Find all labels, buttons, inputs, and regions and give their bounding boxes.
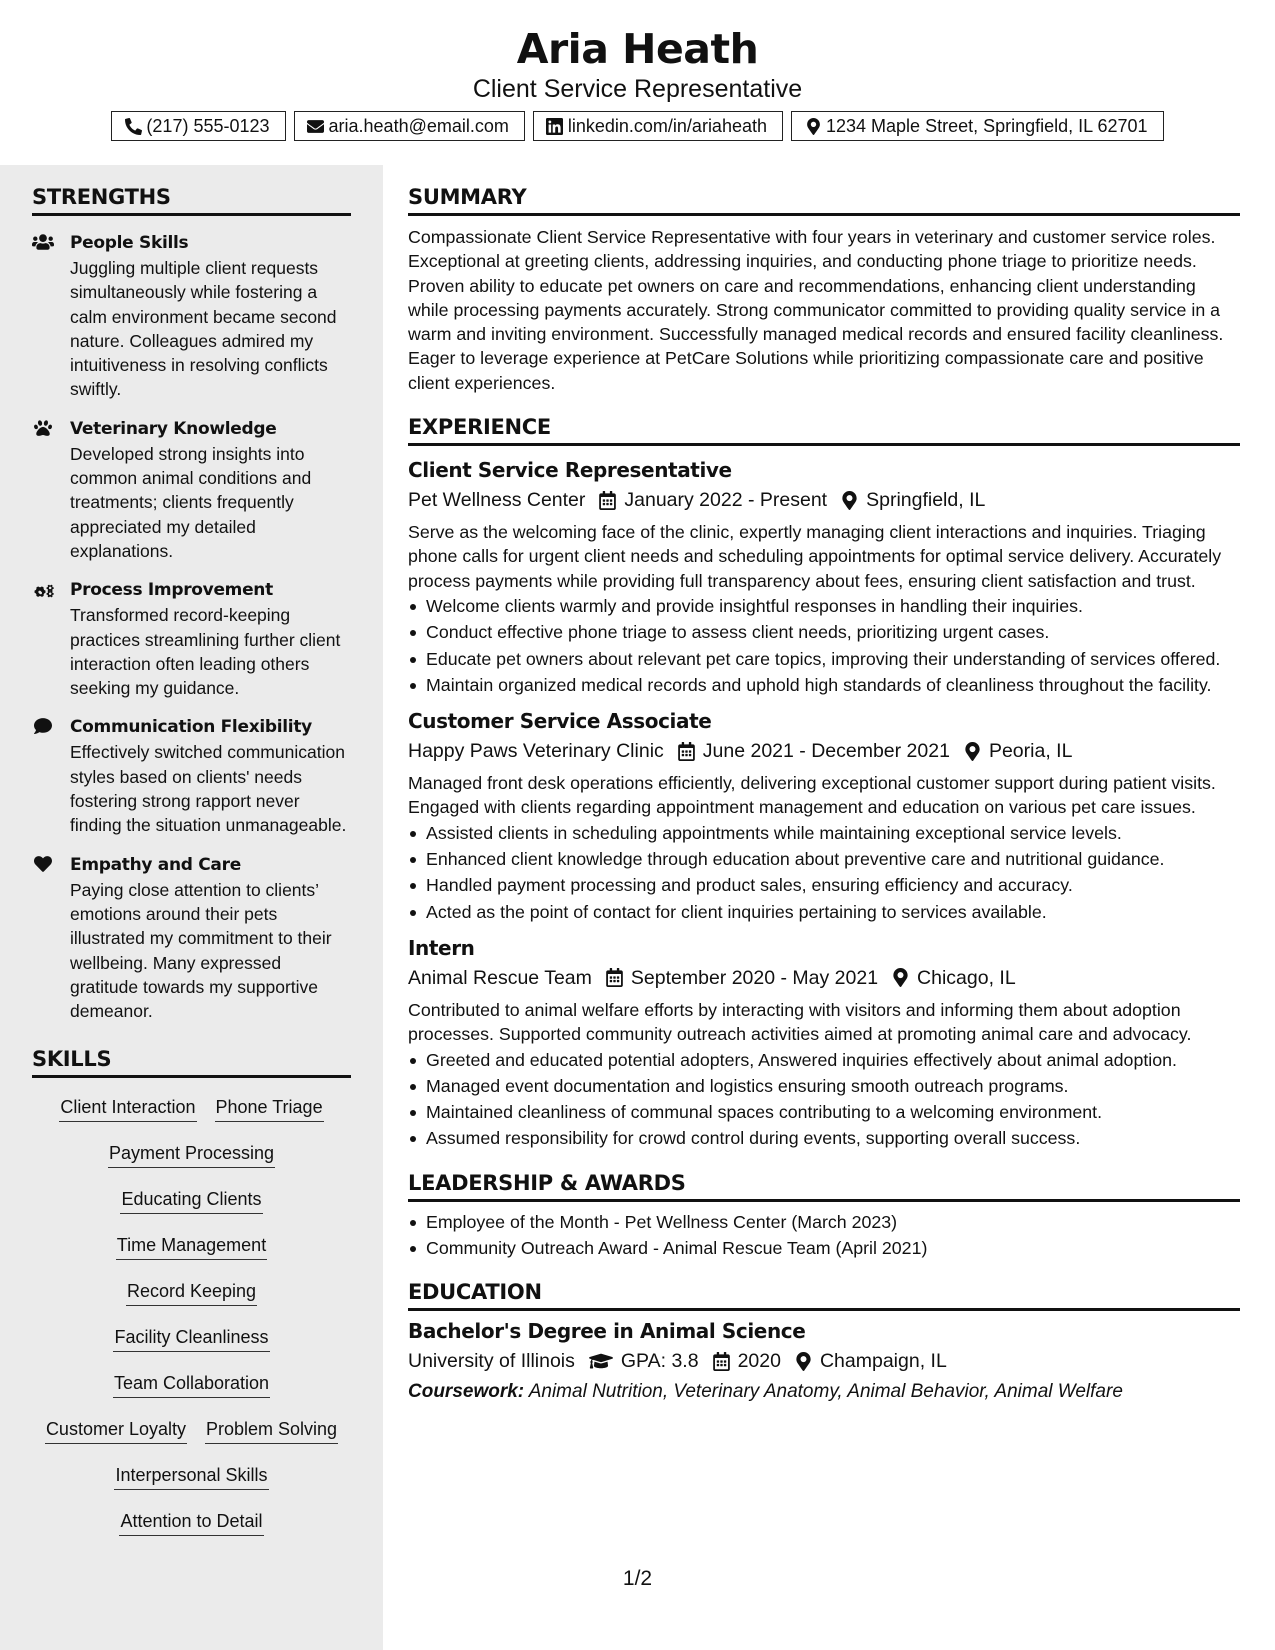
- list-item: Acted as the point of contact for client inquiries pertaining to services available.: [408, 900, 1240, 924]
- experience-heading: EXPERIENCE: [408, 413, 1240, 446]
- job-dates: January 2022 - Present: [624, 489, 828, 512]
- list-item: Maintained cleanliness of communal spaces contributing to a welcoming environment.: [408, 1100, 1240, 1124]
- job-entry: [408, 456, 1240, 697]
- skill-tag: Educating Clients: [120, 1186, 262, 1214]
- map-marker-icon: [841, 491, 858, 510]
- list-item: Greeted and educated potential adopters, Answered inquiries effectively about animal adoption.: [408, 1048, 1240, 1072]
- skills-heading: SKILLS: [32, 1045, 351, 1078]
- job-title: Customer Service Associate: [408, 709, 712, 734]
- skill-tag: Problem Solving: [205, 1416, 338, 1444]
- job-meta: [408, 963, 1240, 993]
- graduation-cap-icon: [589, 1352, 613, 1371]
- job-title: Client Service Representative: [408, 458, 732, 483]
- job-entry: [408, 707, 1240, 924]
- coursework-label: Coursework:: [408, 1381, 525, 1403]
- list-item: Community Outreach Award - Animal Rescue Team (April 2021): [408, 1236, 1240, 1260]
- calendar-icon: [678, 742, 695, 761]
- map-marker-icon: [804, 117, 822, 135]
- list-item: Managed event documentation and logistics ensuring smooth outreach programs.: [408, 1074, 1240, 1098]
- strength-text: Developed strong insights into common animal conditions and treatments; clients frequently appreciated my detailed explanations.: [70, 443, 312, 561]
- contact-bar: [0, 111, 1275, 141]
- job-location: Chicago, IL: [917, 966, 1016, 989]
- list-item: Welcome clients warmly and provide insightful responses in handling their inquiries.: [408, 594, 1240, 618]
- strength-text: Transformed record-keeping practices streamlining further client interaction often leading others seeking my guidance.: [70, 605, 341, 699]
- education-meta: [408, 1346, 1240, 1376]
- map-marker-icon: [892, 968, 909, 987]
- skill-tag: Team Collaboration: [113, 1370, 270, 1398]
- list-item: Assumed responsibility for crowd control during events, supporting overall success.: [408, 1126, 1240, 1150]
- skill-tag: Interpersonal Skills: [114, 1462, 268, 1490]
- contact-address-text: 1234 Maple Street, Springfield, IL 62701: [826, 115, 1148, 136]
- calendar-icon: [606, 968, 623, 987]
- comment-icon: [32, 714, 70, 837]
- strength-title: Communication Flexibility: [70, 717, 312, 738]
- page-number: 1/2: [622, 1567, 653, 1590]
- job-company: Happy Paws Veterinary Clinic: [408, 740, 664, 763]
- school-name: University of Illinois: [408, 1350, 575, 1373]
- job-description: Contributed to animal welfare efforts by interacting with visitors and informing them about adoption processes. Supported community outreach activities aimed at promoting animal care and advocacy.: [408, 999, 1192, 1045]
- list-item: Enhanced client knowledge through education about preventive care and nutritional guidance.: [408, 847, 1240, 871]
- job-location: Peoria, IL: [988, 740, 1073, 763]
- job-description: Serve as the welcoming face of the clinic, expertly managing client interactions and inquiries. Triaging phone calls for urgent client needs and scheduling appointments for optimal service delivery. Accurately process payments while providing full transparency about fees, ensuring client satisfaction and trust.: [408, 522, 1222, 591]
- job-description: Managed front desk operations efficiently, delivering exceptional customer support during patient visits. Engaged with clients regarding appointment management and education on various pet care issues.: [408, 773, 1216, 818]
- skill-tag: Attention to Detail: [119, 1508, 263, 1536]
- contact-linkedin-text: linkedin.com/in/ariaheath: [567, 115, 767, 136]
- job-dates: June 2021 - December 2021: [702, 740, 950, 763]
- strength-title: Process Improvement: [70, 580, 273, 601]
- awards-heading: LEADERSHIP & AWARDS: [408, 1169, 1240, 1202]
- strength-text: Juggling multiple client requests simultaneously while fostering a calm environment became second nature. Colleagues admired my intuitiveness in resolving conflicts swiftly.: [70, 258, 337, 400]
- list-item: Conduct effective phone triage to assess client needs, prioritizing urgent cases.: [408, 620, 1240, 644]
- summary-text: Compassionate Client Service Representative with four years in veterinary and customer service roles. Exceptional at greeting clients, addressing inquiries, and conducting phone triage to prioritize needs. Proven ability to educate pet owners on care and recommendations, enhancing client understanding while processing payments accurately. Strong communicator committed to providing quality service in a warm and inviting environment. Successfully managed medical records and ensured facility cleanliness. Eager to leverage experience at PetCare Solutions while prioritizing compassionate care and positive client experiences.: [408, 227, 1224, 393]
- job-bullets: [408, 594, 1240, 697]
- summary-heading: SUMMARY: [408, 183, 1240, 216]
- strength-title: Empathy and Care: [70, 854, 241, 875]
- skills-list: [32, 1094, 351, 1554]
- skill-tag: Client Interaction: [59, 1094, 196, 1122]
- contact-linkedin[interactable]: [533, 111, 783, 141]
- linkedin-icon: [546, 117, 564, 135]
- skill-tag: Time Management: [116, 1232, 267, 1260]
- calendar-icon: [713, 1352, 730, 1371]
- envelope-icon: [307, 117, 325, 135]
- list-item: Maintain organized medical records and uphold high standards of cleanliness throughout the facility.: [408, 673, 1240, 697]
- education-heading: EDUCATION: [408, 1278, 1240, 1311]
- job-location: Springfield, IL: [866, 489, 986, 512]
- contact-email-text: aria.heath@email.com: [328, 115, 509, 136]
- contact-address[interactable]: [791, 111, 1164, 141]
- strength-text: Effectively switched communication styles based on clients' needs fostering strong rapport never finding the situation unmanageable.: [70, 742, 347, 836]
- coursework-list: Animal Nutrition, Veterinary Anatomy, Animal Behavior, Animal Welfare: [528, 1381, 1123, 1403]
- cogs-icon: [32, 577, 70, 700]
- map-marker-icon: [795, 1352, 812, 1371]
- contact-email[interactable]: [294, 111, 525, 141]
- awards-list: [408, 1210, 1240, 1261]
- strength-item: [32, 714, 351, 837]
- list-item: Educate pet owners about relevant pet care topics, improving their understanding of services offered.: [408, 647, 1240, 671]
- job-title: Intern: [408, 935, 475, 960]
- graduation-year: 2020: [737, 1350, 781, 1373]
- phone-icon: [124, 117, 142, 135]
- heart-icon: [32, 852, 70, 1024]
- candidate-title: Client Service Representative: [472, 75, 803, 103]
- candidate-name: Aria Heath: [516, 25, 759, 73]
- list-item: Handled payment processing and product sales, ensuring efficiency and accuracy.: [408, 873, 1240, 897]
- paw-icon: [32, 416, 70, 563]
- strength-item: [32, 852, 351, 1024]
- strength-item: [32, 577, 351, 700]
- calendar-icon: [599, 491, 616, 510]
- skill-tag: Payment Processing: [108, 1140, 275, 1168]
- contact-phone[interactable]: [111, 111, 285, 141]
- map-marker-icon: [964, 742, 981, 761]
- skill-tag: Record Keeping: [126, 1278, 257, 1306]
- main-content: [408, 165, 1240, 1650]
- skill-tag: Customer Loyalty: [45, 1416, 187, 1444]
- gpa: GPA: 3.8: [620, 1350, 699, 1373]
- strength-title: People Skills: [70, 233, 189, 253]
- job-dates: September 2020 - May 2021: [630, 966, 879, 989]
- strengths-heading: STRENGTHS: [32, 183, 351, 216]
- degree-title: Bachelor's Degree in Animal Science: [408, 1319, 806, 1344]
- job-company: Pet Wellness Center: [408, 489, 586, 512]
- strength-title: Veterinary Knowledge: [70, 418, 277, 439]
- job-bullets: [408, 821, 1240, 924]
- list-item: Assisted clients in scheduling appointments while maintaining exceptional service levels.: [408, 821, 1240, 845]
- school-location: Champaign, IL: [819, 1350, 947, 1373]
- job-entry: [408, 934, 1240, 1151]
- strength-item: [32, 416, 351, 563]
- skill-tag: Phone Triage: [215, 1094, 324, 1122]
- strength-text: Paying close attention to clients’ emotions around their pets illustrated my commitment to their wellbeing. Many expressed gratitude towards my supportive demeanor.: [70, 879, 332, 1022]
- job-meta: [408, 736, 1240, 766]
- job-bullets: [408, 1048, 1240, 1151]
- resume-header: [0, 0, 1275, 165]
- skill-tag: Facility Cleanliness: [113, 1324, 269, 1352]
- strength-item: [32, 230, 351, 402]
- contact-phone-text: (217) 555-0123: [146, 115, 270, 136]
- coursework: [408, 1377, 1240, 1407]
- sidebar: [0, 165, 383, 1650]
- users-icon: [32, 230, 70, 402]
- job-meta: [408, 485, 1240, 515]
- job-company: Animal Rescue Team: [408, 966, 592, 989]
- list-item: Employee of the Month - Pet Wellness Center (March 2023): [408, 1210, 1240, 1234]
